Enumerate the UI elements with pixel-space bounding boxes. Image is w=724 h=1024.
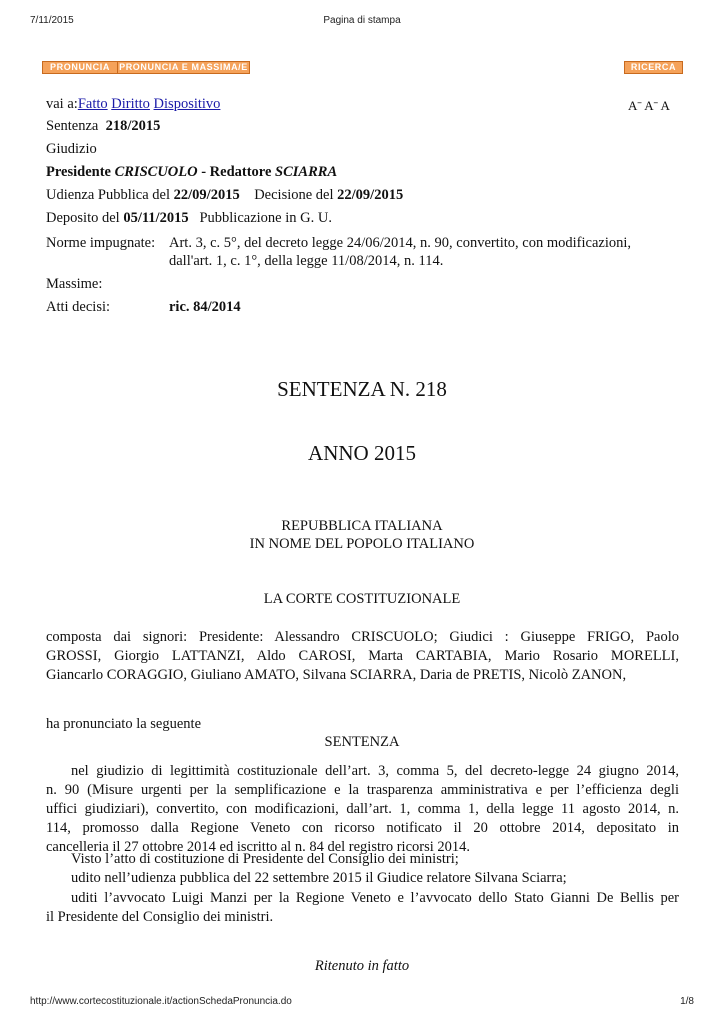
corte-heading: LA CORTE COSTITUZIONALE [263,591,461,607]
deposito-label: Deposito del [46,210,120,226]
giudizio-paragraph [46,762,679,857]
pronunciato-line: ha pronunciato la seguente [46,716,202,732]
composta-paragraph [46,628,679,685]
giudizio-line: nel giudizio di legittimità costituzionale dell’art. 3, comma 5, del decreto-legge 24 giugno 2014, [71,763,679,779]
giudizio-line: uffici giudiziari), convertito, con modificazioni, dall’art. 1, comma 1, della legge 11 agosto 2014, n. [46,801,679,817]
norme-line-2: dall'art. 1, c. 1°, della legge 11/08/2014, n. 114. [169,253,444,269]
composta-line: GROSSI, Giorgio LATTANZI, Aldo CAROSI, Marta CARTABIA, Mario Rosario MORELLI, [46,648,679,664]
popolo-line: IN NOME DEL POPOLO ITALIANO [249,536,475,552]
presidente-label: Presidente [46,164,111,180]
sentenza-word: SENTENZA [324,734,400,750]
link-diritto[interactable]: Diritto [111,96,150,112]
udienza-row [46,187,403,204]
presidente-row [46,164,337,181]
nav-bar [46,96,220,113]
tab-pronuncia[interactable]: PRONUNCIA [42,61,118,74]
massime-label: Massime: [46,276,103,292]
tab-pronuncia-massime[interactable]: PRONUNCIA E MASSIMA/E [117,61,250,74]
footer-page: 1/8 [680,996,694,1007]
atti-value: ric. 84/2014 [169,299,241,315]
pubblicazione-label: Pubblicazione in G. U. [199,210,332,226]
norme-label: Norme impugnate: [46,235,156,251]
sentenza-label: Sentenza [46,118,99,134]
giudizio-label: Giudizio [46,141,97,157]
sentenza-row [46,118,160,135]
sentenza-heading: SENTENZA N. 218 [277,377,447,401]
udienza-label: Udienza Pubblica del [46,187,171,203]
anno-heading: ANNO 2015 [308,441,416,465]
giudizio-line: n. 90 (Misure urgenti per la semplificazione e la trasparenza amministrativa e per l’efficienza degli [46,782,679,798]
decisione-label: Decisione del [254,187,334,203]
repubblica-line: REPUBBLICA ITALIANA [281,518,443,534]
giudizio-line: cancelleria il 27 ottobre 2014 ed iscritto al n. 84 del registro ricorsi 2014. [46,839,471,855]
redattore-label: - Redattore [201,164,272,180]
uditi-line: il Presidente del Consiglio dei ministri. [46,909,274,925]
nav-prefix: vai a: [46,96,78,112]
decisione-date: 22/09/2015 [337,187,404,203]
tab-ricerca[interactable]: RICERCA [624,61,683,74]
print-date: 7/11/2015 [30,15,74,26]
presidente-name: CRISCUOLO [114,164,198,180]
norme-line-1: Art. 3, c. 5°, del decreto legge 24/06/2014, n. 90, convertito, con modificazioni, [169,235,632,251]
giudizio-line: 114, promosso dalla Regione Veneto con ricorso notificato il 20 ottobre 2014, depositato in [46,820,679,836]
udienza-date: 22/09/2015 [173,187,240,203]
print-title: Pagina di stampa [323,15,401,26]
font-size-controls[interactable]: Aˉ Aˉ A [628,98,670,113]
redattore-name: SCIARRA [275,164,338,180]
visto-line: Visto l’atto di costituzione di Presidente del Consiglio dei ministri; [71,851,459,867]
atti-label: Atti decisi: [46,299,111,315]
composta-line: composta dai signori: Presidente: Alessandro CRISCUOLO; Giudici : Giuseppe FRIGO, Paolo [46,629,679,645]
sentenza-number: 218/2015 [105,118,161,134]
link-dispositivo[interactable]: Dispositivo [153,96,221,112]
link-fatto[interactable]: Fatto [77,96,108,112]
uditi-paragraph [46,889,679,927]
footer-url: http://www.cortecostituzionale.it/actionSchedaPronuncia.do [30,996,292,1007]
ritenuto-heading: Ritenuto in fatto [314,958,410,974]
deposito-date: 05/11/2015 [123,210,189,226]
udito-line: udito nell’udienza pubblica del 22 settembre 2015 il Giudice relatore Silvana Sciarra; [71,870,567,886]
uditi-line: uditi l’avvocato Luigi Manzi per la Regione Veneto e l’avvocato dello Stato Gianni De Bellis per [71,890,679,906]
composta-line: Giancarlo CORAGGIO, Giuliano AMATO, Silvana SCIARRA, Daria de PRETIS, Nicolò ZANON, [46,667,627,683]
deposito-row [46,210,332,227]
